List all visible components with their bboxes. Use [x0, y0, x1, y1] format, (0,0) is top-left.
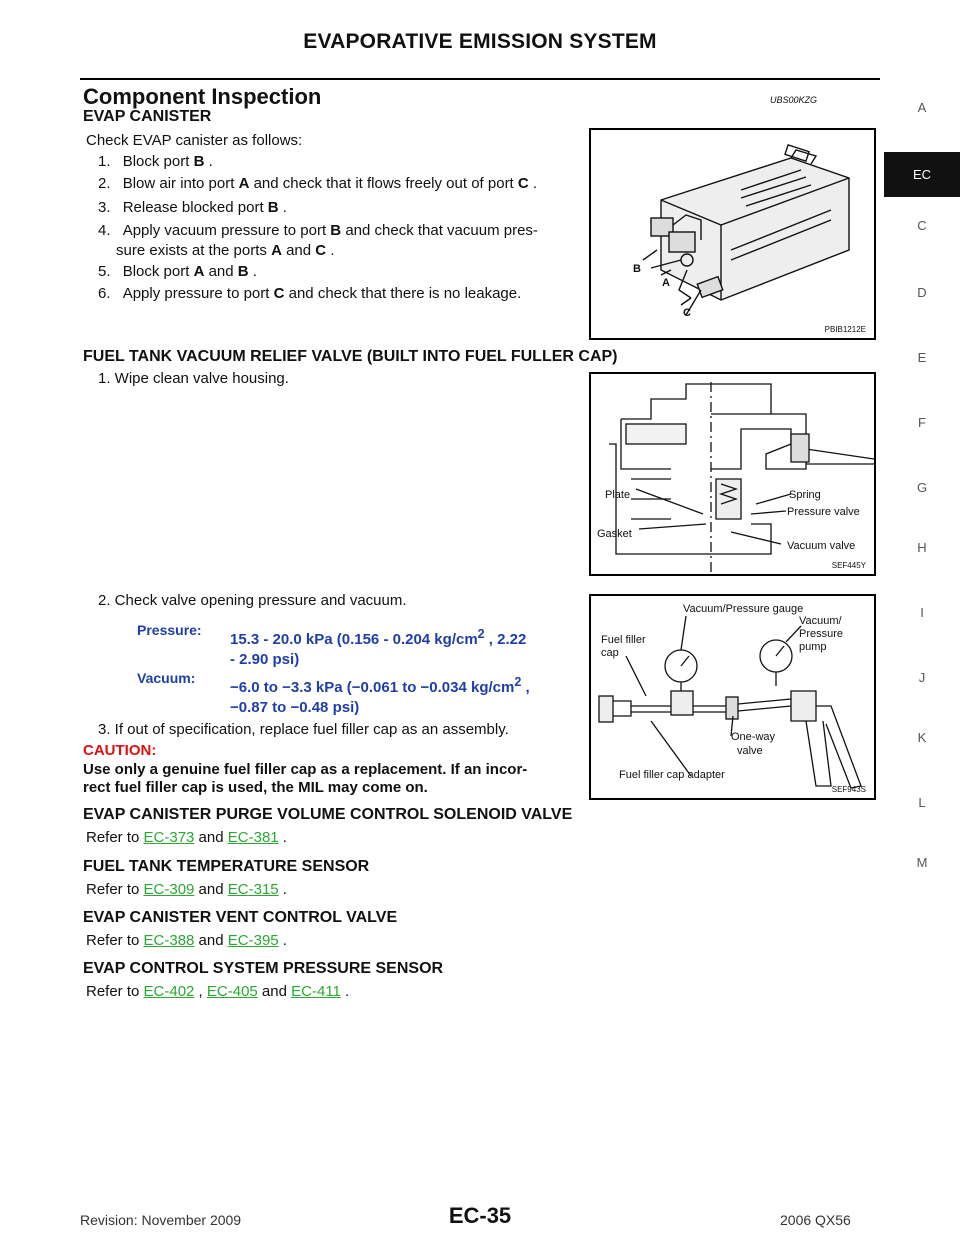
spec-vacuum-value [230, 672, 530, 718]
footer-model: 2006 QX56 [780, 1212, 851, 1228]
reference-end: . [340, 983, 350, 1000]
fig-label-pressure-valve: Pressure valve [787, 506, 860, 518]
section-tab-c[interactable]: C [917, 218, 927, 233]
step4-cont-text: sure exists at the ports [116, 242, 267, 259]
section-tab-k[interactable]: K [917, 730, 927, 745]
section-tab-l[interactable]: L [918, 795, 926, 810]
section-code: UBS00KZG [770, 95, 818, 105]
fig-label-adapter: Fuel filler cap adapter [619, 769, 725, 781]
fig-label-fuel-filler: Fuel filler [601, 634, 646, 646]
reference-line [86, 982, 349, 1002]
evap-step [98, 284, 521, 304]
caution-title: CAUTION: [83, 742, 157, 759]
page-reference-link[interactable]: EC-395 [227, 932, 279, 949]
reference-heading: FUEL TANK TEMPERATURE SENSOR [83, 858, 370, 875]
section-tab-f[interactable]: F [918, 415, 926, 430]
figure-caption: SEF445Y [831, 561, 866, 570]
spec-pressure-line1-end: , 2.22 [484, 631, 527, 648]
evap-step-text: . [282, 199, 287, 216]
page-reference-link[interactable]: EC-402 [143, 983, 195, 1000]
reference-end: . [278, 829, 287, 846]
spec-vacuum-label: Vacuum: [137, 670, 196, 686]
page-reference-link[interactable]: EC-411 [291, 983, 341, 1000]
evap-step-text: Release blocked port [122, 199, 264, 216]
vacuum-relief-step2: 2. Check valve opening pressure and vacuum. [98, 592, 407, 609]
spec-vacuum-line2: −0.87 to −0.48 psi) [230, 699, 360, 716]
fig-label-plate: Plate [605, 489, 631, 501]
evap-step-port: C [273, 285, 285, 302]
reference-end: . [278, 881, 287, 898]
page-reference-link[interactable]: EC-388 [143, 932, 195, 949]
vacuum-relief-heading: FUEL TANK VACUUM RELIEF VALVE (BUILT INTO FUEL FULLER CAP) [83, 348, 618, 365]
section-tab-ec[interactable]: EC [884, 152, 960, 197]
step4-port-a: A [271, 242, 282, 259]
evap-step-port: B [330, 222, 342, 239]
reference-heading: EVAP CONTROL SYSTEM PRESSURE SENSOR [83, 960, 444, 977]
evap-canister-figure [589, 128, 876, 340]
section-tab-e[interactable]: E [917, 350, 927, 365]
section-tab-a[interactable]: A [917, 100, 927, 115]
section-tab-d[interactable]: D [917, 285, 927, 300]
reference-heading: EVAP CANISTER VENT CONTROL VALVE [83, 909, 398, 926]
evap-step-number: 3. [98, 199, 111, 216]
link-separator: and [194, 829, 228, 846]
evap-step-text: Block port [122, 153, 190, 170]
reference-end: . [278, 932, 287, 949]
section-tab-j[interactable]: J [918, 670, 926, 685]
spec-vacuum-line1-end: , [521, 679, 530, 696]
refer-to-text: Refer to [86, 881, 140, 898]
figure-caption: PBIB1212E [824, 325, 866, 334]
evap-step [98, 262, 257, 282]
section-tab-m[interactable]: M [916, 855, 928, 870]
fig-label-a: A [662, 277, 670, 289]
evap-step-text: and [208, 263, 234, 280]
footer-revision: Revision: November 2009 [80, 1212, 242, 1228]
spec-vacuum-sup: 2 [514, 675, 522, 689]
page-reference-link[interactable]: EC-309 [143, 881, 195, 898]
evap-step-text: and check that it flows freely out of port [253, 175, 514, 192]
evap-step [98, 221, 538, 241]
evap-step [98, 174, 537, 194]
reference-line [86, 880, 287, 900]
section-tab-g[interactable]: G [916, 480, 928, 495]
evap-canister-intro: Check EVAP canister as follows: [86, 132, 303, 149]
reference-heading: EVAP CANISTER PURGE VOLUME CONTROL SOLENOID VALVE [83, 806, 573, 823]
fig-label-c: C [683, 307, 691, 319]
spec-pressure-line1: 15.3 - 20.0 kPa (0.156 - 0.204 kg/cm [230, 631, 478, 648]
page-reference-link[interactable]: EC-405 [206, 983, 258, 1000]
fig-label-spring: Spring [789, 489, 821, 501]
evap-canister-heading: EVAP CANISTER [83, 108, 212, 125]
link-separator: , [194, 983, 207, 1000]
evap-step-text: Blow air into port [122, 175, 235, 192]
step4-and: and [286, 242, 312, 259]
link-separator: and [257, 983, 292, 1000]
page-header-title: EVAPORATIVE EMISSION SYSTEM [303, 30, 657, 53]
vacuum-relief-step1: 1. Wipe clean valve housing. [98, 370, 289, 387]
evap-step-text: . [208, 153, 213, 170]
step4-port-c: C [315, 242, 327, 259]
header-rule [80, 78, 880, 80]
spec-pressure-sup: 2 [477, 627, 485, 641]
refer-to-text: Refer to [86, 983, 140, 1000]
vacuum-relief-step3: 3. If out of specification, replace fuel filler cap as an assembly. [98, 721, 509, 738]
spec-pressure-line2: - 2.90 psi) [230, 651, 300, 668]
caution-line2: rect fuel filler cap is used, the MIL may come on. [83, 779, 428, 796]
refer-to-text: Refer to [86, 829, 140, 846]
evap-step [98, 198, 287, 218]
refer-to-text: Refer to [86, 932, 140, 949]
filler-cap-section-drawing [591, 374, 874, 574]
fig-label-vacuum-valve: Vacuum valve [787, 540, 856, 552]
evap-step-text: . [252, 263, 257, 280]
page-reference-link[interactable]: EC-373 [143, 829, 195, 846]
evap-step-number: 5. [98, 263, 111, 280]
fig-label-pump: pump [799, 641, 827, 653]
fig-label-b: B [633, 263, 641, 275]
fig-label-vacuum: Vacuum/ [799, 615, 842, 627]
reference-line [86, 931, 287, 951]
section-tab-h[interactable]: H [917, 540, 927, 555]
evap-step [98, 152, 213, 172]
section-tab-i[interactable]: I [920, 605, 924, 620]
fig-label-one-way: One-way [731, 731, 776, 743]
page-reference-link[interactable]: EC-315 [227, 881, 279, 898]
spec-vacuum-line1: −6.0 to −3.3 kPa (−0.061 to −0.034 kg/cm [230, 679, 515, 696]
evap-step-text: Apply vacuum pressure to port [122, 222, 327, 239]
evap-step-number: 6. [98, 285, 111, 302]
evap-step-port: B [237, 263, 249, 280]
reference-line [86, 828, 287, 848]
evap-step-text: and check that there is no leakage. [288, 285, 522, 302]
evap-step-number: 1. [98, 153, 111, 170]
filler-cap-section-figure [589, 372, 876, 576]
fig-label-pressure: Pressure [799, 628, 844, 640]
evap-step4-continuation [116, 241, 334, 261]
caution-line1: Use only a genuine fuel filler cap as a replacement. If an incor- [83, 761, 528, 778]
fig-label-gasket: Gasket [597, 528, 632, 540]
fig-label-valve: valve [737, 745, 763, 757]
pressure-test-figure [589, 594, 876, 800]
figure-caption: SEF943S [831, 785, 866, 794]
evap-step-number: 2. [98, 175, 111, 192]
step4-end: . [330, 242, 335, 259]
pressure-test-drawing [591, 596, 874, 798]
section-title: Component Inspection [83, 84, 322, 109]
evap-step-text: Block port [122, 263, 190, 280]
evap-step-port: B [267, 199, 279, 216]
fig-label-cap: cap [601, 647, 619, 659]
spec-pressure-label: Pressure: [137, 622, 202, 638]
link-separator: and [194, 932, 228, 949]
footer-page-number: EC-35 [448, 1203, 512, 1228]
evap-step-port: A [238, 175, 250, 192]
evap-step-text: and check that vacuum pres- [345, 222, 538, 239]
link-separator: and [194, 881, 228, 898]
spec-pressure-value [230, 624, 526, 670]
evap-canister-drawing [591, 130, 874, 338]
evap-step-port: C [517, 175, 529, 192]
evap-step-port: A [193, 263, 205, 280]
evap-step-text: . [532, 175, 538, 192]
evap-step-port: B [193, 153, 205, 170]
page-reference-link[interactable]: EC-381 [227, 829, 279, 846]
evap-step-number: 4. [98, 222, 111, 239]
fig-label-gauge: Vacuum/Pressure gauge [683, 603, 804, 615]
evap-step-text: Apply pressure to port [122, 285, 270, 302]
